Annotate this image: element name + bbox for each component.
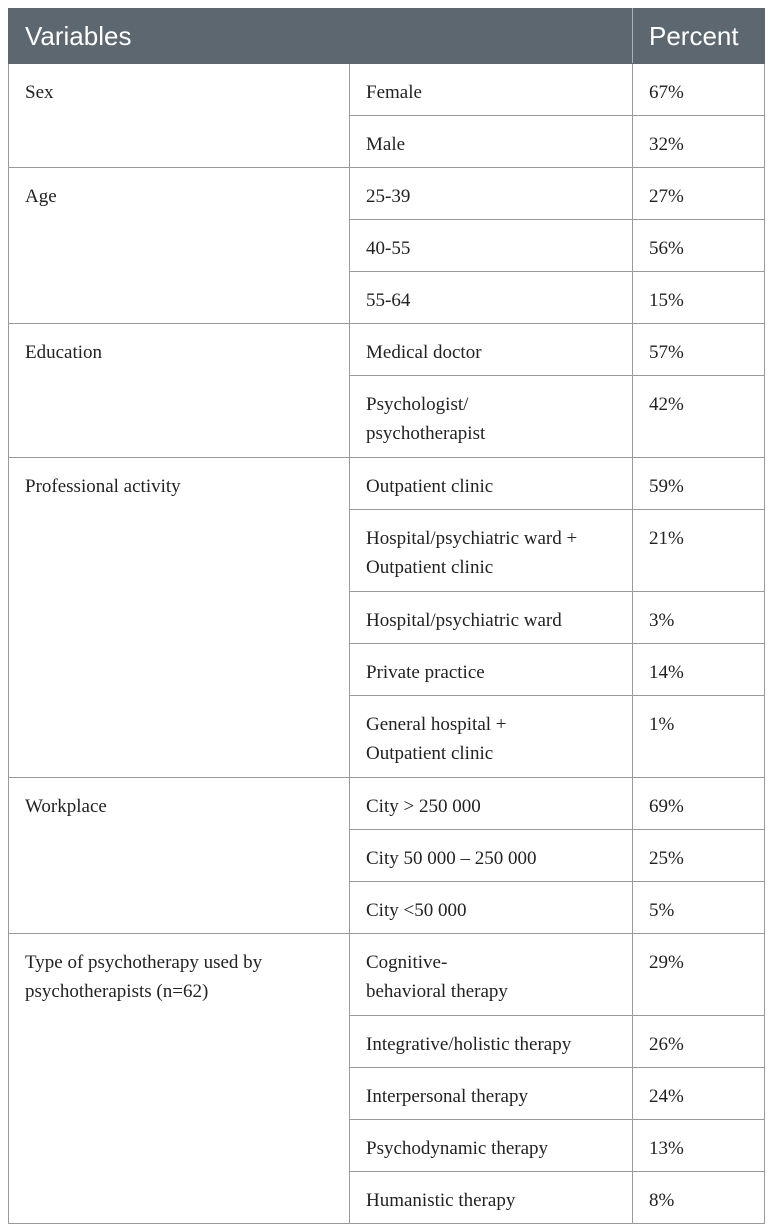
- category-cell: Hospital/psychiatric ward: [350, 592, 633, 644]
- percent-cell: 32%: [633, 116, 765, 168]
- variable-cell: Workplace: [9, 778, 350, 934]
- category-cell: Cognitive- behavioral therapy: [350, 934, 633, 1016]
- header-variables: Variables: [9, 9, 633, 64]
- percent-cell: 14%: [633, 644, 765, 696]
- category-cell: Psychologist/ psychotherapist: [350, 376, 633, 458]
- table-row: [9, 458, 765, 510]
- percent-cell: 57%: [633, 324, 765, 376]
- percent-cell: 15%: [633, 272, 765, 324]
- table-row: [9, 778, 765, 830]
- table-row: [9, 324, 765, 376]
- category-cell: 40-55: [350, 220, 633, 272]
- variable-cell: Type of psychotherapy used by psychotherapists (n=62): [9, 934, 350, 1224]
- category-cell: Interpersonal therapy: [350, 1068, 633, 1120]
- category-cell: City > 250 000: [350, 778, 633, 830]
- percent-cell: 42%: [633, 376, 765, 458]
- table-body: [9, 64, 765, 1224]
- percent-cell: 56%: [633, 220, 765, 272]
- variable-cell: Education: [9, 324, 350, 458]
- percent-cell: 3%: [633, 592, 765, 644]
- percent-cell: 5%: [633, 882, 765, 934]
- category-cell: Psychodynamic therapy: [350, 1120, 633, 1172]
- variable-cell: Sex: [9, 64, 350, 168]
- demographics-table: [8, 8, 765, 1224]
- category-cell: General hospital + Outpatient clinic: [350, 696, 633, 778]
- percent-cell: 24%: [633, 1068, 765, 1120]
- percent-cell: 29%: [633, 934, 765, 1016]
- percent-cell: 25%: [633, 830, 765, 882]
- category-cell: Male: [350, 116, 633, 168]
- category-cell: Medical doctor: [350, 324, 633, 376]
- percent-cell: 1%: [633, 696, 765, 778]
- category-cell: 25-39: [350, 168, 633, 220]
- category-cell: 55-64: [350, 272, 633, 324]
- category-cell: Integrative/holistic therapy: [350, 1016, 633, 1068]
- category-cell: Private practice: [350, 644, 633, 696]
- category-cell: Outpatient clinic: [350, 458, 633, 510]
- percent-cell: 8%: [633, 1172, 765, 1224]
- header-percent: Percent: [633, 9, 765, 64]
- percent-cell: 13%: [633, 1120, 765, 1172]
- percent-cell: 26%: [633, 1016, 765, 1068]
- category-cell: Humanistic therapy: [350, 1172, 633, 1224]
- variable-cell: Professional activity: [9, 458, 350, 778]
- percent-cell: 67%: [633, 64, 765, 116]
- percent-cell: 27%: [633, 168, 765, 220]
- percent-cell: 59%: [633, 458, 765, 510]
- table-row: [9, 934, 765, 1016]
- percent-cell: 69%: [633, 778, 765, 830]
- category-cell: City 50 000 – 250 000: [350, 830, 633, 882]
- category-cell: Female: [350, 64, 633, 116]
- variable-cell: Age: [9, 168, 350, 324]
- percent-cell: 21%: [633, 510, 765, 592]
- table-row: [9, 168, 765, 220]
- header-row: [9, 9, 765, 64]
- table-row: [9, 64, 765, 116]
- category-cell: Hospital/psychiatric ward + Outpatient clinic: [350, 510, 633, 592]
- category-cell: City <50 000: [350, 882, 633, 934]
